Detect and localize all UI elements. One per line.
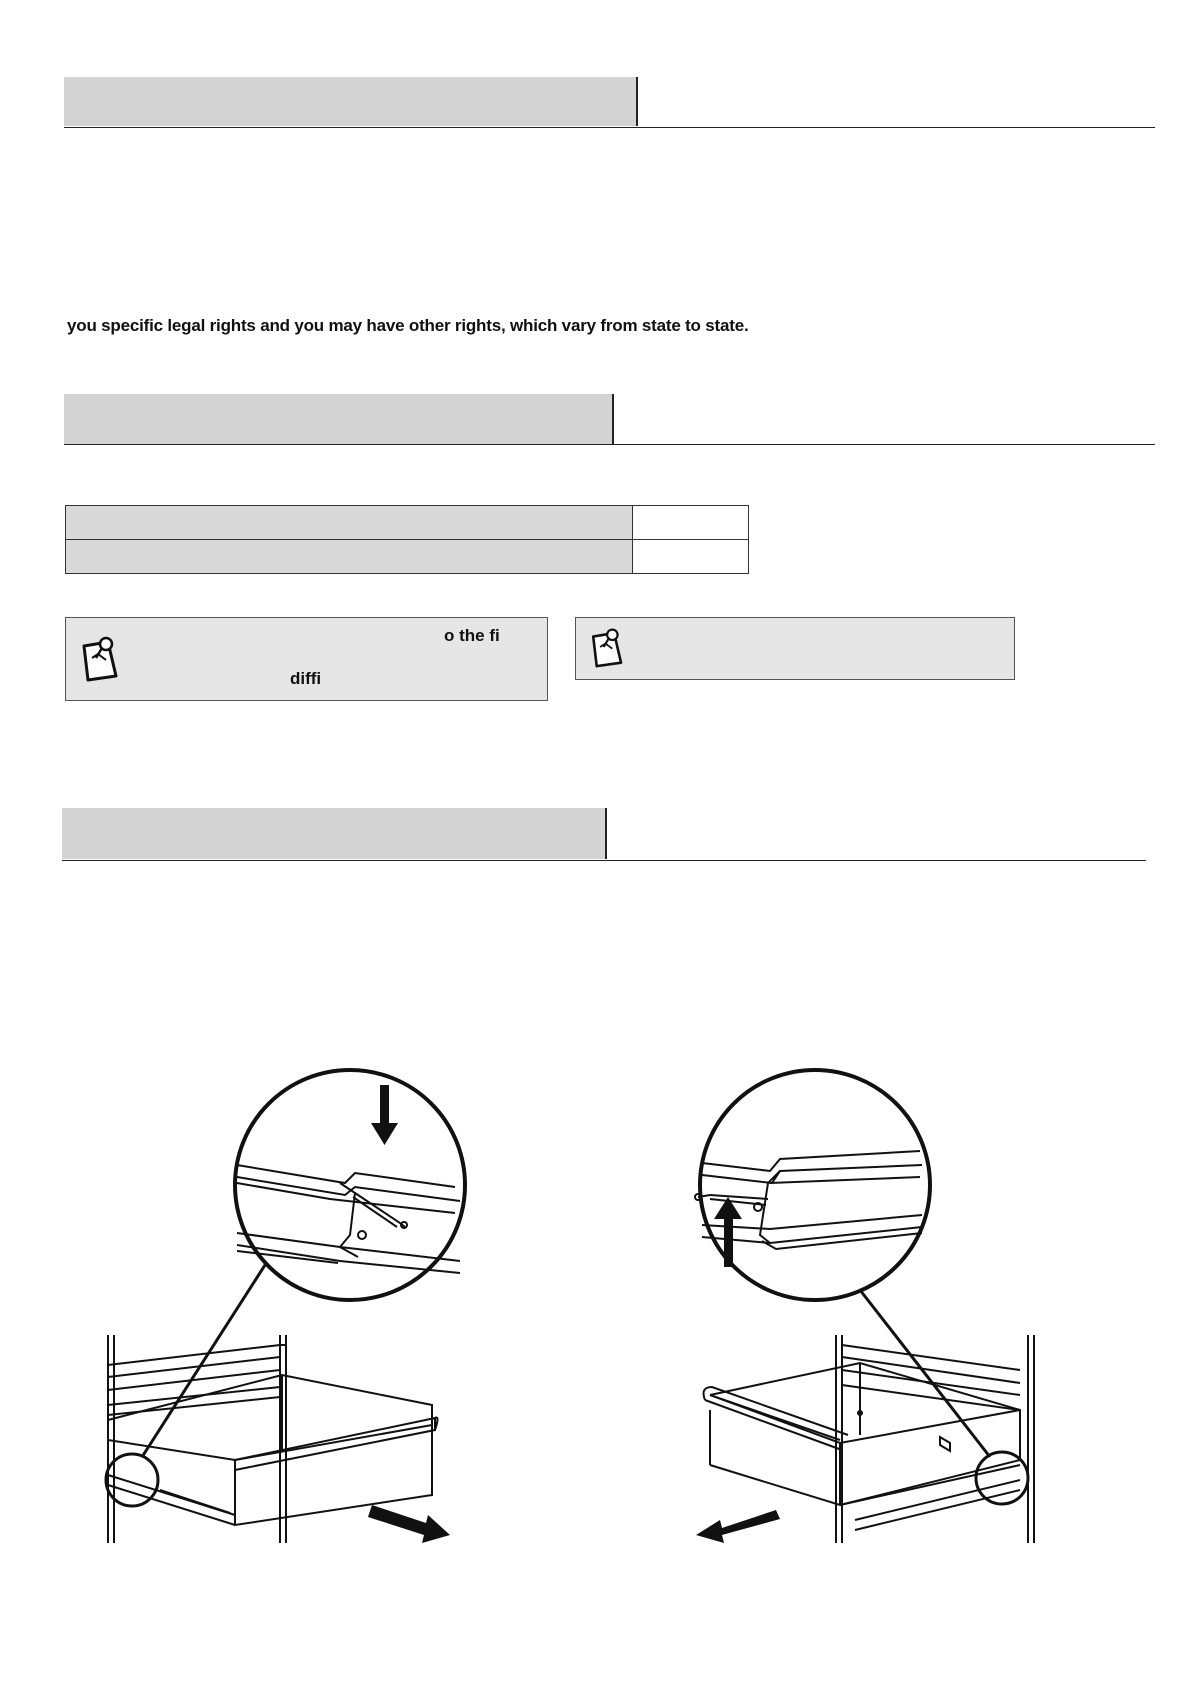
drawer-removal-figure-left (100, 1065, 560, 1545)
section-header-bar-3 (62, 808, 607, 859)
pushpin-note-icon (588, 624, 628, 670)
note-box-left (65, 617, 548, 701)
section-header-rule-3 (62, 860, 1146, 861)
note-left-line2: diffi (290, 669, 322, 688)
warranty-text: you specific legal rights and you may have other rights, which vary from state to state. (67, 316, 749, 335)
table-row (66, 506, 749, 540)
drawer-removal-figure-right (650, 1065, 1090, 1545)
table-cell-value (633, 506, 749, 540)
note-box-right (575, 617, 1015, 680)
pull-arrow-icon (696, 1510, 780, 1543)
note-left-line1: o the fi (444, 626, 500, 645)
table-row (66, 540, 749, 574)
pushpin-note-icon (78, 632, 124, 684)
section-header-rule-1 (64, 127, 1155, 128)
section-header-bar-1 (64, 77, 638, 126)
section-header-bar-2 (64, 394, 614, 444)
spec-table (65, 505, 749, 574)
table-cell-label (66, 540, 633, 574)
table-cell-label (66, 506, 633, 540)
pull-arrow-icon (368, 1505, 450, 1543)
section-header-rule-2 (64, 444, 1155, 445)
table-cell-value (633, 540, 749, 574)
